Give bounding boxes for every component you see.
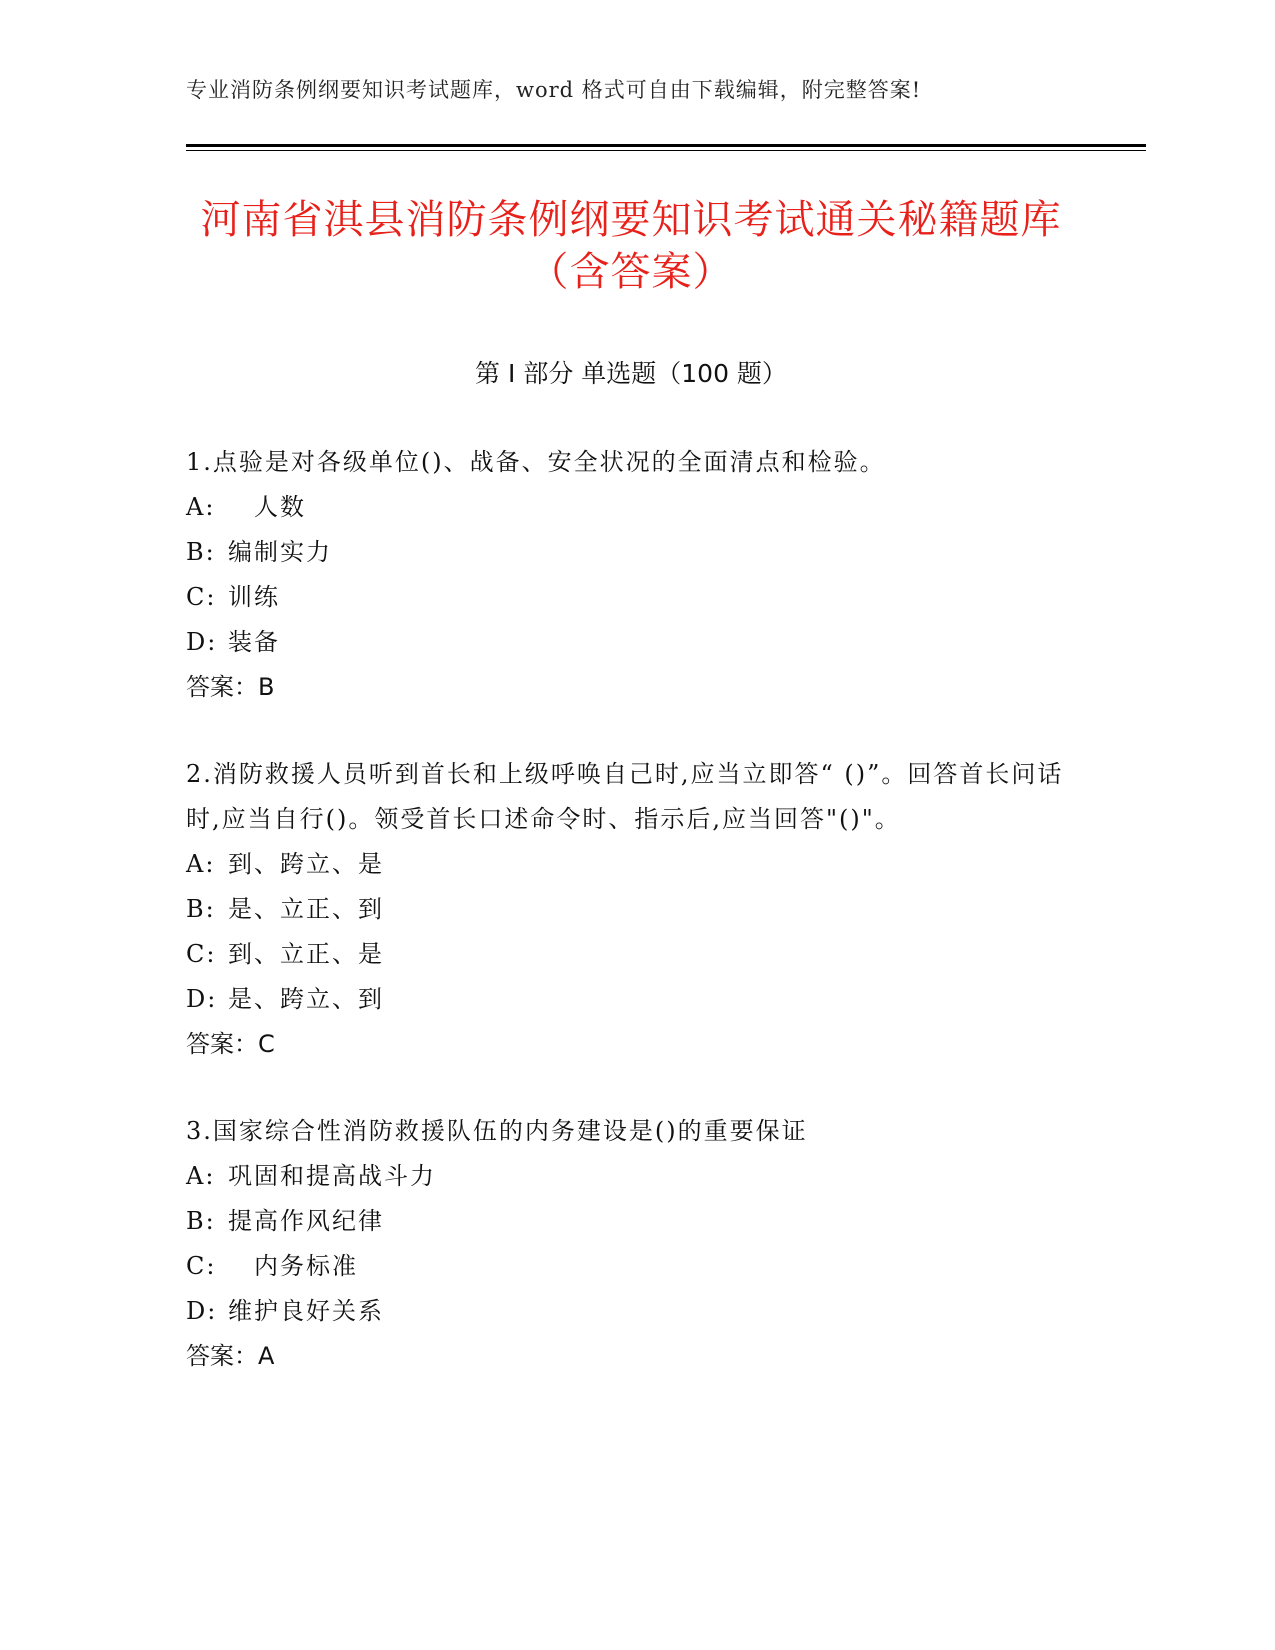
question-2 <box>186 752 1066 1067</box>
answer-prefix: 答案： <box>186 1342 258 1370</box>
document-title: 河南省淇县消防条例纲要知识考试通关秘籍题库（含答案） <box>200 197 1062 295</box>
option-c <box>186 575 1066 620</box>
option-c <box>186 1244 1066 1289</box>
option-key: B: <box>186 538 216 566</box>
answer-prefix: 答案： <box>186 1030 258 1058</box>
option-d <box>186 620 1066 665</box>
question-text: 1.点验是对各级单位()、战备、安全状况的全面清点和检验。 <box>186 448 886 476</box>
header-divider-thin <box>186 150 1146 151</box>
option-text: 编制实力 <box>228 538 332 566</box>
option-key: B: <box>186 895 216 923</box>
option-d <box>186 977 1066 1022</box>
answer-value: B <box>258 673 275 701</box>
option-key: C: <box>186 1252 217 1280</box>
option-key: B: <box>186 1207 216 1235</box>
option-b <box>186 887 1066 932</box>
option-text: 维护良好关系 <box>228 1297 384 1325</box>
option-text: 内务标准 <box>228 1252 358 1280</box>
option-key: A: <box>186 850 216 878</box>
option-key: A: <box>186 493 216 521</box>
option-text: 到、跨立、是 <box>228 850 384 878</box>
option-text: 是、立正、到 <box>228 895 384 923</box>
option-text: 是、跨立、到 <box>228 985 384 1013</box>
question-list <box>186 440 1066 1421</box>
option-key: D: <box>186 628 218 656</box>
question-text: 3.国家综合性消防救援队伍的内务建设是()的重要保证 <box>186 1117 808 1145</box>
option-d <box>186 1289 1066 1334</box>
answer-line <box>186 1022 1066 1067</box>
option-key: C: <box>186 583 217 611</box>
question-text: 2.消防救援人员听到首长和上级呼唤自己时,应当立即答“ ()”。回答首长问话时,应当自行()。领受首长口述命令时、指示后,应当回答"()"。 <box>186 760 1064 833</box>
option-text: 装备 <box>228 628 280 656</box>
option-b <box>186 530 1066 575</box>
question-1 <box>186 440 1066 710</box>
option-b <box>186 1199 1066 1244</box>
option-a <box>186 1154 1066 1199</box>
option-key: C: <box>186 940 217 968</box>
header-note: 专业消防条例纲要知识考试题库，word 格式可自由下载编辑，附完整答案! <box>186 78 922 102</box>
option-c <box>186 932 1066 977</box>
answer-line <box>186 1334 1066 1379</box>
option-a <box>186 842 1066 887</box>
option-key: D: <box>186 1297 218 1325</box>
option-text: 训练 <box>228 583 280 611</box>
answer-line <box>186 665 1066 710</box>
answer-value: C <box>258 1030 275 1058</box>
option-key: D: <box>186 985 218 1013</box>
question-3 <box>186 1109 1066 1379</box>
option-text: 提高作风纪律 <box>228 1207 384 1235</box>
answer-value: A <box>258 1342 275 1370</box>
option-text: 到、立正、是 <box>228 940 384 968</box>
option-text: 人数 <box>228 493 306 521</box>
header-divider-thick <box>186 144 1146 147</box>
answer-prefix: 答案： <box>186 673 258 701</box>
option-key: A: <box>186 1162 216 1190</box>
section-title: 第 I 部分 单选题（100 题） <box>475 359 787 388</box>
option-text: 巩固和提高战斗力 <box>228 1162 436 1190</box>
option-a <box>186 485 1066 530</box>
